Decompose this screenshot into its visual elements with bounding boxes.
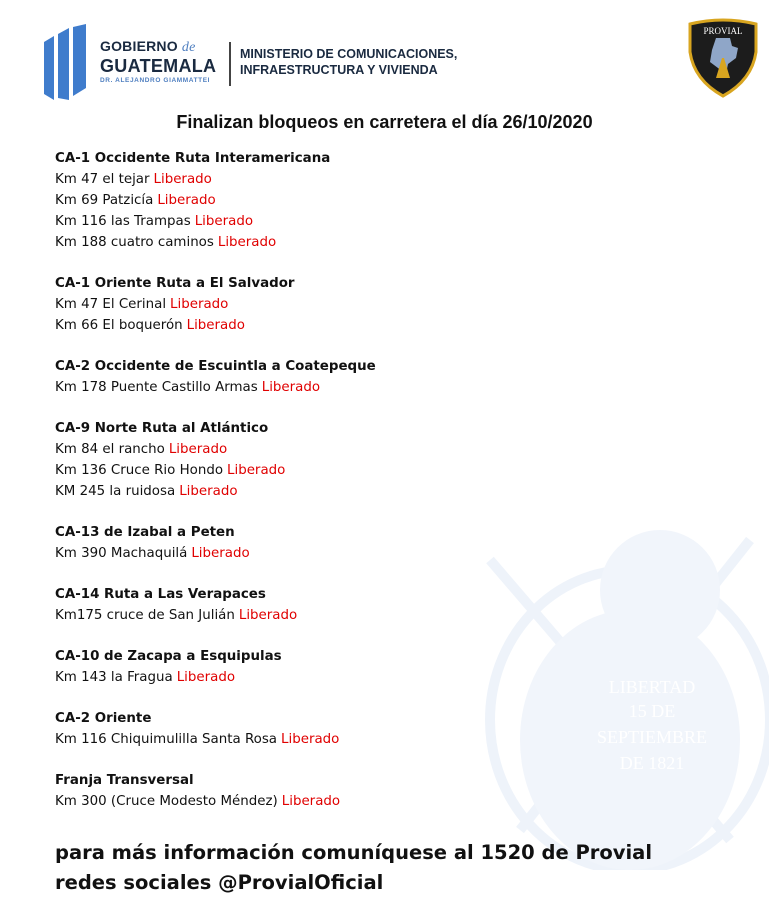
ministry-name xyxy=(240,46,500,78)
gov-bars-icon xyxy=(44,24,94,100)
route-section xyxy=(55,356,655,398)
watermark-line1: LIBERTAD xyxy=(608,677,696,697)
status-label: Liberado xyxy=(227,463,286,478)
status-label: Liberado xyxy=(179,484,238,499)
road-point xyxy=(55,605,655,626)
status-label: Liberado xyxy=(217,235,277,250)
status-label: Liberado xyxy=(194,214,254,229)
road-point xyxy=(55,439,655,460)
status-label: Liberado xyxy=(176,670,236,685)
route-section xyxy=(55,418,655,502)
road-point-location: Km 116 las Trampas xyxy=(55,214,191,229)
road-point-location: Km 84 el rancho xyxy=(55,442,165,457)
road-point xyxy=(55,460,655,481)
road-point-location: Km 47 El Cerinal xyxy=(55,297,167,312)
road-point xyxy=(55,190,655,211)
status-label: Liberado xyxy=(281,794,341,809)
road-point xyxy=(55,232,655,253)
road-point xyxy=(55,481,655,502)
road-point xyxy=(55,294,655,315)
road-point-location: Km 390 Machaquilá xyxy=(55,546,188,561)
route-name: CA-13 de Izabal a Peten xyxy=(55,525,235,540)
route-name: CA-14 Ruta a Las Verapaces xyxy=(55,587,266,602)
gov-line1: GOBIERNO de xyxy=(100,38,196,55)
road-point-location: Km 116 Chiquimulilla Santa Rosa xyxy=(55,732,278,747)
road-point-location: Km 178 Puente Castillo Armas xyxy=(55,380,258,395)
road-point xyxy=(55,315,655,336)
route-section xyxy=(55,273,655,336)
status-label: Liberado xyxy=(261,380,321,395)
road-point xyxy=(55,791,655,812)
status-label: Liberado xyxy=(153,172,212,187)
status-label: Liberado xyxy=(238,608,298,623)
road-point-location: Km 188 cuatro caminos xyxy=(55,235,214,250)
footer-line2: redes sociales @ProvialOficial xyxy=(55,871,384,894)
route-section xyxy=(55,770,655,812)
status-label: Liberado xyxy=(168,442,228,457)
status-label: Liberado xyxy=(170,297,229,312)
road-point xyxy=(55,211,655,232)
road-point-location: KM 245 la ruidosa xyxy=(55,484,176,499)
provial-badge-text: PROVIAL xyxy=(703,26,743,36)
route-section xyxy=(55,522,655,564)
road-point-location: Km175 cruce de San Julián xyxy=(55,608,235,623)
footer-line1: para más información comuníquese al 1520 de Provial xyxy=(55,841,653,864)
ministry-line1: MINISTERIO DE COMUNICACIONES, xyxy=(240,47,458,61)
watermark-line3: SEPTIEMBRE xyxy=(596,727,708,747)
road-point xyxy=(55,169,655,190)
route-section xyxy=(55,148,655,253)
route-name: CA-1 Oriente Ruta a El Salvador xyxy=(55,276,295,291)
road-point-location: Km 47 el tejar xyxy=(55,172,150,187)
road-point-location: Km 69 Patzicía xyxy=(55,193,154,208)
road-point xyxy=(55,729,655,750)
status-label: Liberado xyxy=(191,546,250,561)
provial-shield-icon xyxy=(686,18,760,98)
road-point xyxy=(55,667,655,688)
ministry-line2: INFRAESTRUCTURA Y VIVIENDA xyxy=(240,63,438,77)
road-point-location: Km 143 la Fragua xyxy=(55,670,173,685)
status-label: Liberado xyxy=(281,732,340,747)
road-point xyxy=(55,377,655,398)
route-name: Franja Transversal xyxy=(55,773,194,788)
header-divider xyxy=(229,42,231,86)
route-name: CA-10 de Zacapa a Esquipulas xyxy=(55,649,282,664)
watermark-line2: 15 DE xyxy=(628,701,676,721)
road-status-list xyxy=(55,148,655,832)
footer-contact xyxy=(55,838,735,898)
status-label: Liberado xyxy=(157,193,216,208)
road-point-location: Km 66 El boquerón xyxy=(55,318,183,333)
gov-line3: DR. ALEJANDRO GIAMMATTEI xyxy=(100,77,211,84)
route-name: CA-2 Oriente xyxy=(55,711,152,726)
route-section xyxy=(55,584,655,626)
route-name: CA-2 Occidente de Escuintla a Coatepeque xyxy=(55,359,376,374)
watermark-line4: DE 1821 xyxy=(619,753,685,773)
route-section xyxy=(55,646,655,688)
route-name: CA-9 Norte Ruta al Atlántico xyxy=(55,421,269,436)
road-point xyxy=(55,543,655,564)
status-label: Liberado xyxy=(186,318,245,333)
road-point-location: Km 136 Cruce Rio Hondo xyxy=(55,463,224,478)
route-name: CA-1 Occidente Ruta Interamericana xyxy=(55,151,331,166)
gov-line2: GUATEMALA xyxy=(100,56,217,76)
road-point-location: Km 300 (Cruce Modesto Méndez) xyxy=(55,794,278,809)
document-title: Finalizan bloqueos en carretera el día 26/10/2020 xyxy=(176,112,593,132)
route-section xyxy=(55,708,655,750)
government-logo xyxy=(44,24,484,100)
